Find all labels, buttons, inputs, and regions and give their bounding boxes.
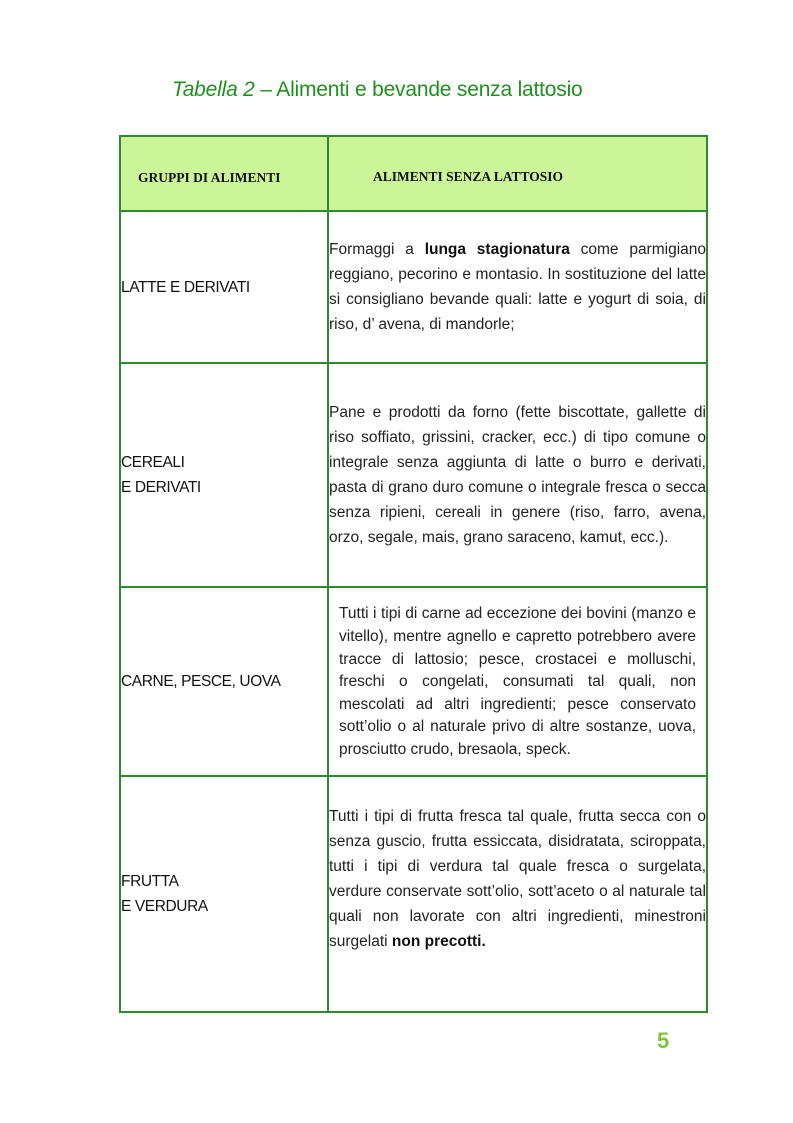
- table-header-row: [120, 136, 707, 211]
- table-row: [120, 211, 707, 363]
- foods-text-bold: non precotti.: [391, 933, 486, 950]
- foods-cell: [328, 587, 707, 776]
- foods-text: Pane e prodotti da forno (fette biscottate, gallette di riso soffiato, grissini, cracker, ecc.) di tipo comune o integrale senza aggiunta di latte o burro e derivati, pasta di grano duro comune o integrale fresca o secca senza ripieni, cereali in genere (riso, farro, avena, orzo, segale, mais, grano saraceno, kamut, ecc.).: [329, 404, 706, 546]
- foods-text: Formaggi a lunga stagionatura come parmigiano reggiano, pecorino e montasio. In sostituzione del latte si consigliano bevande quali: latte e yogurt di soia, di riso, d’ avena, di mandorle;: [329, 241, 707, 333]
- foods-text: Tutti i tipi di frutta fresca tal quale, frutta secca con o senza guscio, frutta essiccata, disidratata, sciroppata, tutti i tipi di verdura tal quale fresca o surgelata, verdure conservate sott’olio, sott’aceto o al naturale tal quali non lavorate con altri ingredienti, minestroni surgelati non precotti.: [329, 808, 706, 950]
- foods-text: Tutti i tipi di carne ad eccezione dei bovini (manzo e vitello), mentre agnello e capretto potrebbero avere tracce di lattosio; pesce, crostacei e molluschi, freschi o congelati, consumati tal quali, non mescolati ad altri ingredienti; pesce conservato sott’olio o al naturale privo di altre sostanze, uova, prosciutto crudo, bresaola, speck.: [339, 605, 696, 758]
- table-title-text: Alimenti e bevande senza lattosio: [276, 78, 583, 101]
- group-label: E VERDURA: [121, 898, 208, 915]
- group-label: CARNE, PESCE, UOVA: [121, 673, 281, 690]
- table-title-number: Tabella 2: [172, 78, 255, 101]
- foods-text-bold: lunga stagionatura: [424, 241, 570, 258]
- header-groups: GRUPPI DI ALIMENTI: [120, 136, 328, 211]
- group-cell: [120, 363, 328, 587]
- foods-cell: [328, 776, 707, 1012]
- header-foods: ALIMENTI SENZA LATTOSIO: [328, 136, 707, 211]
- table-row: [120, 776, 707, 1012]
- group-label: LATTE E DERIVATI: [121, 278, 250, 296]
- group-label: E DERIVATI: [121, 479, 201, 496]
- group-label: CEREALI: [121, 454, 185, 471]
- table-title-dash: –: [254, 78, 277, 101]
- table-row: [120, 587, 707, 776]
- food-table: [119, 135, 708, 1013]
- page-number: 5: [657, 1028, 670, 1053]
- foods-cell: [328, 363, 707, 587]
- table-title: [172, 78, 583, 102]
- group-cell: [120, 776, 328, 1012]
- group-cell: [120, 211, 328, 363]
- table-row: [120, 363, 707, 587]
- group-label: FRUTTA: [121, 873, 179, 890]
- group-cell: [120, 587, 328, 776]
- foods-cell: [328, 211, 707, 363]
